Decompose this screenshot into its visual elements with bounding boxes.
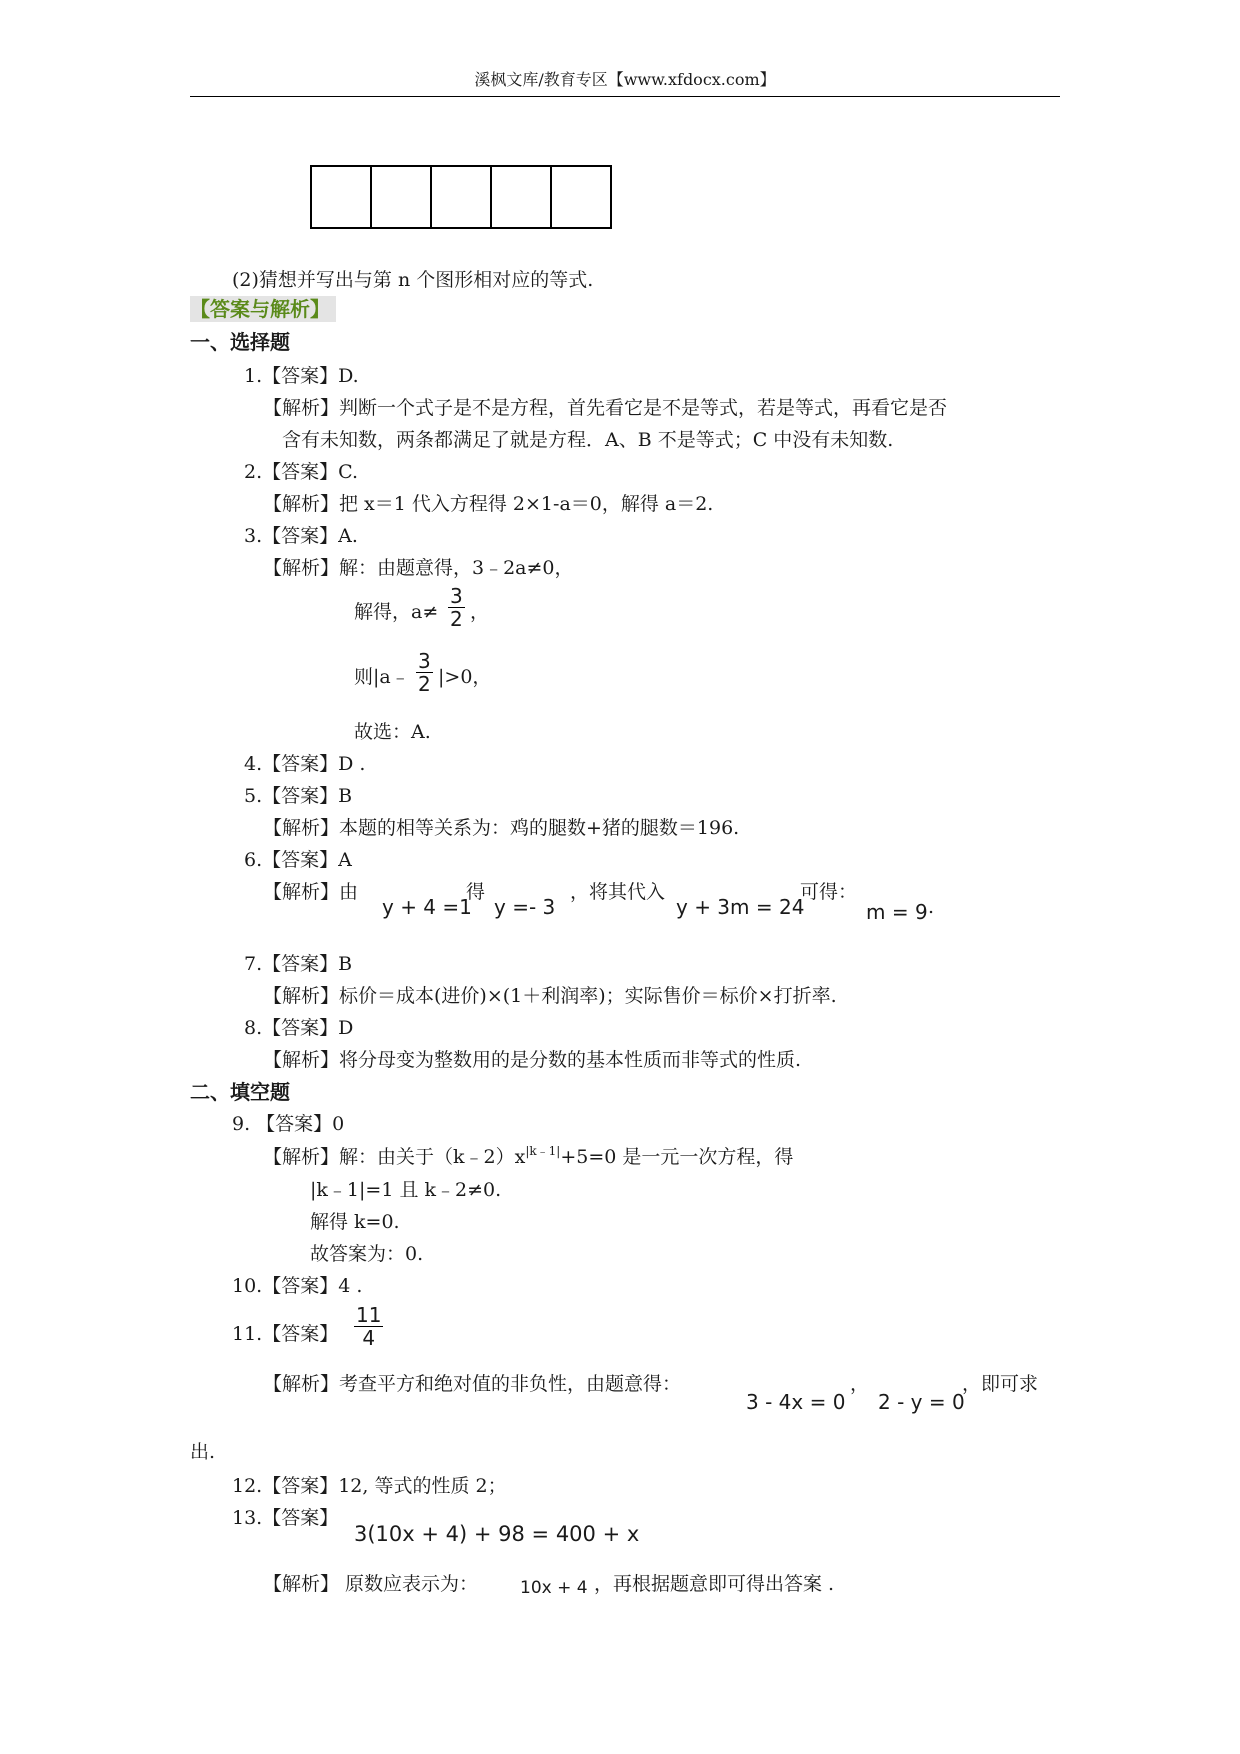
fraction-denominator: 2 [450, 607, 463, 631]
q1-explanation-cont: 含有未知数，两条都满足了就是方程．A、B 不是等式；C 中没有未知数. [282, 429, 894, 451]
q13-equation-2: 10x + 4 [520, 1578, 588, 1598]
q11-fraction [354, 1304, 383, 1349]
box-cell [372, 167, 432, 227]
q3-step2-suffix: |>0， [438, 666, 492, 688]
q3-step1-fraction [448, 585, 465, 630]
q12-answer: 12.【答案】12, 等式的性质 2； [232, 1475, 507, 1497]
q13-equation: 3(10x + 4) + 98 = 400 + x [354, 1522, 640, 1546]
q10-answer: 10.【答案】4 . [232, 1275, 363, 1297]
q9-explanation-text-2: +5=0 是一元一次方程，得 [560, 1146, 794, 1168]
section-choice-heading: 一、选择题 [190, 330, 290, 354]
q1-answer: 1.【答案】D. [244, 365, 359, 387]
q1-explanation: 【解析】判断一个式子是不是方程，首先看它是不是等式，若是等式，再看它是否 [263, 397, 948, 419]
q11-explanation: 【解析】考查平方和绝对值的非负性，由题意得： [263, 1373, 682, 1395]
q7-explanation: 【解析】标价＝成本(进价)×(1＋利润率)；实际售价＝标价×打折率. [263, 985, 837, 1007]
q9-explanation-text: 【解析】解：由关于（k﹣2）x [263, 1146, 526, 1168]
fraction-numerator: 3 [450, 584, 463, 608]
header-divider [190, 96, 1060, 97]
q9-explanation [263, 1145, 793, 1169]
box-cell [432, 167, 492, 227]
figure-boxes [310, 165, 612, 229]
q3-answer: 3.【答案】A. [244, 525, 358, 547]
box-cell [492, 167, 552, 227]
q4-answer: 4.【答案】D . [244, 753, 366, 775]
q3-step1-suffix: ， [470, 601, 490, 623]
q5-explanation: 【解析】本题的相等关系为：鸡的腿数+猪的腿数＝196. [263, 817, 740, 839]
page-header: 溪枫文库/教育专区【www.xfdocx.com】 [474, 70, 776, 89]
q3-step2-prefix: 则|a﹣ [354, 666, 410, 688]
q3-step1-prefix: 解得，a≠ [354, 601, 439, 623]
q5-answer: 5.【答案】B [244, 785, 353, 807]
q11-equation-1: 3 - 4x = 0 [746, 1390, 846, 1414]
q9-step2: 解得 k=0. [310, 1211, 400, 1233]
answer-section-title: 【答案与解析】 [190, 296, 336, 322]
box-cell [312, 167, 372, 227]
q6-answer: 6.【答案】A [244, 849, 352, 871]
q6-equation-4: m = 9 [866, 900, 928, 924]
q13-explanation-b: ，再根据题意即可得出答案 . [594, 1573, 835, 1595]
q9-step1: |k﹣1|=1 且 k﹣2≠0. [310, 1179, 502, 1201]
fraction-numerator: 11 [356, 1303, 382, 1327]
q6-explanation-d: 可得： [800, 881, 858, 903]
q11-equation-2: 2 - y = 0 [878, 1390, 965, 1414]
fraction-denominator: 4 [362, 1326, 376, 1350]
q11-comma: ， [850, 1373, 870, 1395]
q8-explanation: 【解析】将分母变为整数用的是分数的基本性质而非等式的性质. [263, 1049, 802, 1071]
q11-tail-cont: 出. [190, 1441, 216, 1463]
box-cell [552, 167, 610, 227]
q9-exponent: |k﹣1| [525, 1144, 561, 1158]
q3-explanation: 【解析】解：由题意得，3﹣2a≠0， [263, 557, 574, 579]
q9-step3: 故答案为：0. [310, 1243, 424, 1265]
q6-period: . [928, 896, 935, 918]
section-fill-heading: 二、填空题 [190, 1080, 290, 1104]
q3-step3: 故选：A. [354, 721, 431, 743]
question-part2: (2)猜想并写出与第 n 个图形相对应的等式. [232, 269, 594, 291]
q6-explanation-b: 得 [466, 881, 486, 903]
q2-explanation: 【解析】把 x＝1 代入方程得 2×1-a＝0，解得 a＝2. [263, 493, 714, 515]
q11-tail: ，即可求 [962, 1373, 1039, 1395]
q8-answer: 8.【答案】D [244, 1017, 354, 1039]
q6-equation-2: y =- 3 [494, 895, 556, 919]
q9-answer: 9. 【答案】0 [232, 1113, 345, 1135]
q6-explanation-a: 【解析】由 [263, 881, 359, 903]
q2-answer: 2.【答案】C. [244, 461, 359, 483]
q11-answer: 11.【答案】 [232, 1323, 339, 1345]
q6-equation-1: y + 4 =1 [382, 895, 472, 919]
q3-step2-fraction [416, 650, 433, 695]
q13-answer: 13.【答案】 [232, 1507, 339, 1529]
q13-explanation: 【解析】 原数应表示为： [263, 1573, 479, 1595]
q6-explanation-c: ，将其代入 [570, 881, 666, 903]
q7-answer: 7.【答案】B [244, 953, 353, 975]
fraction-numerator: 3 [418, 649, 431, 673]
q6-equation-3: y + 3m = 24 [676, 895, 805, 919]
fraction-denominator: 2 [418, 672, 431, 696]
